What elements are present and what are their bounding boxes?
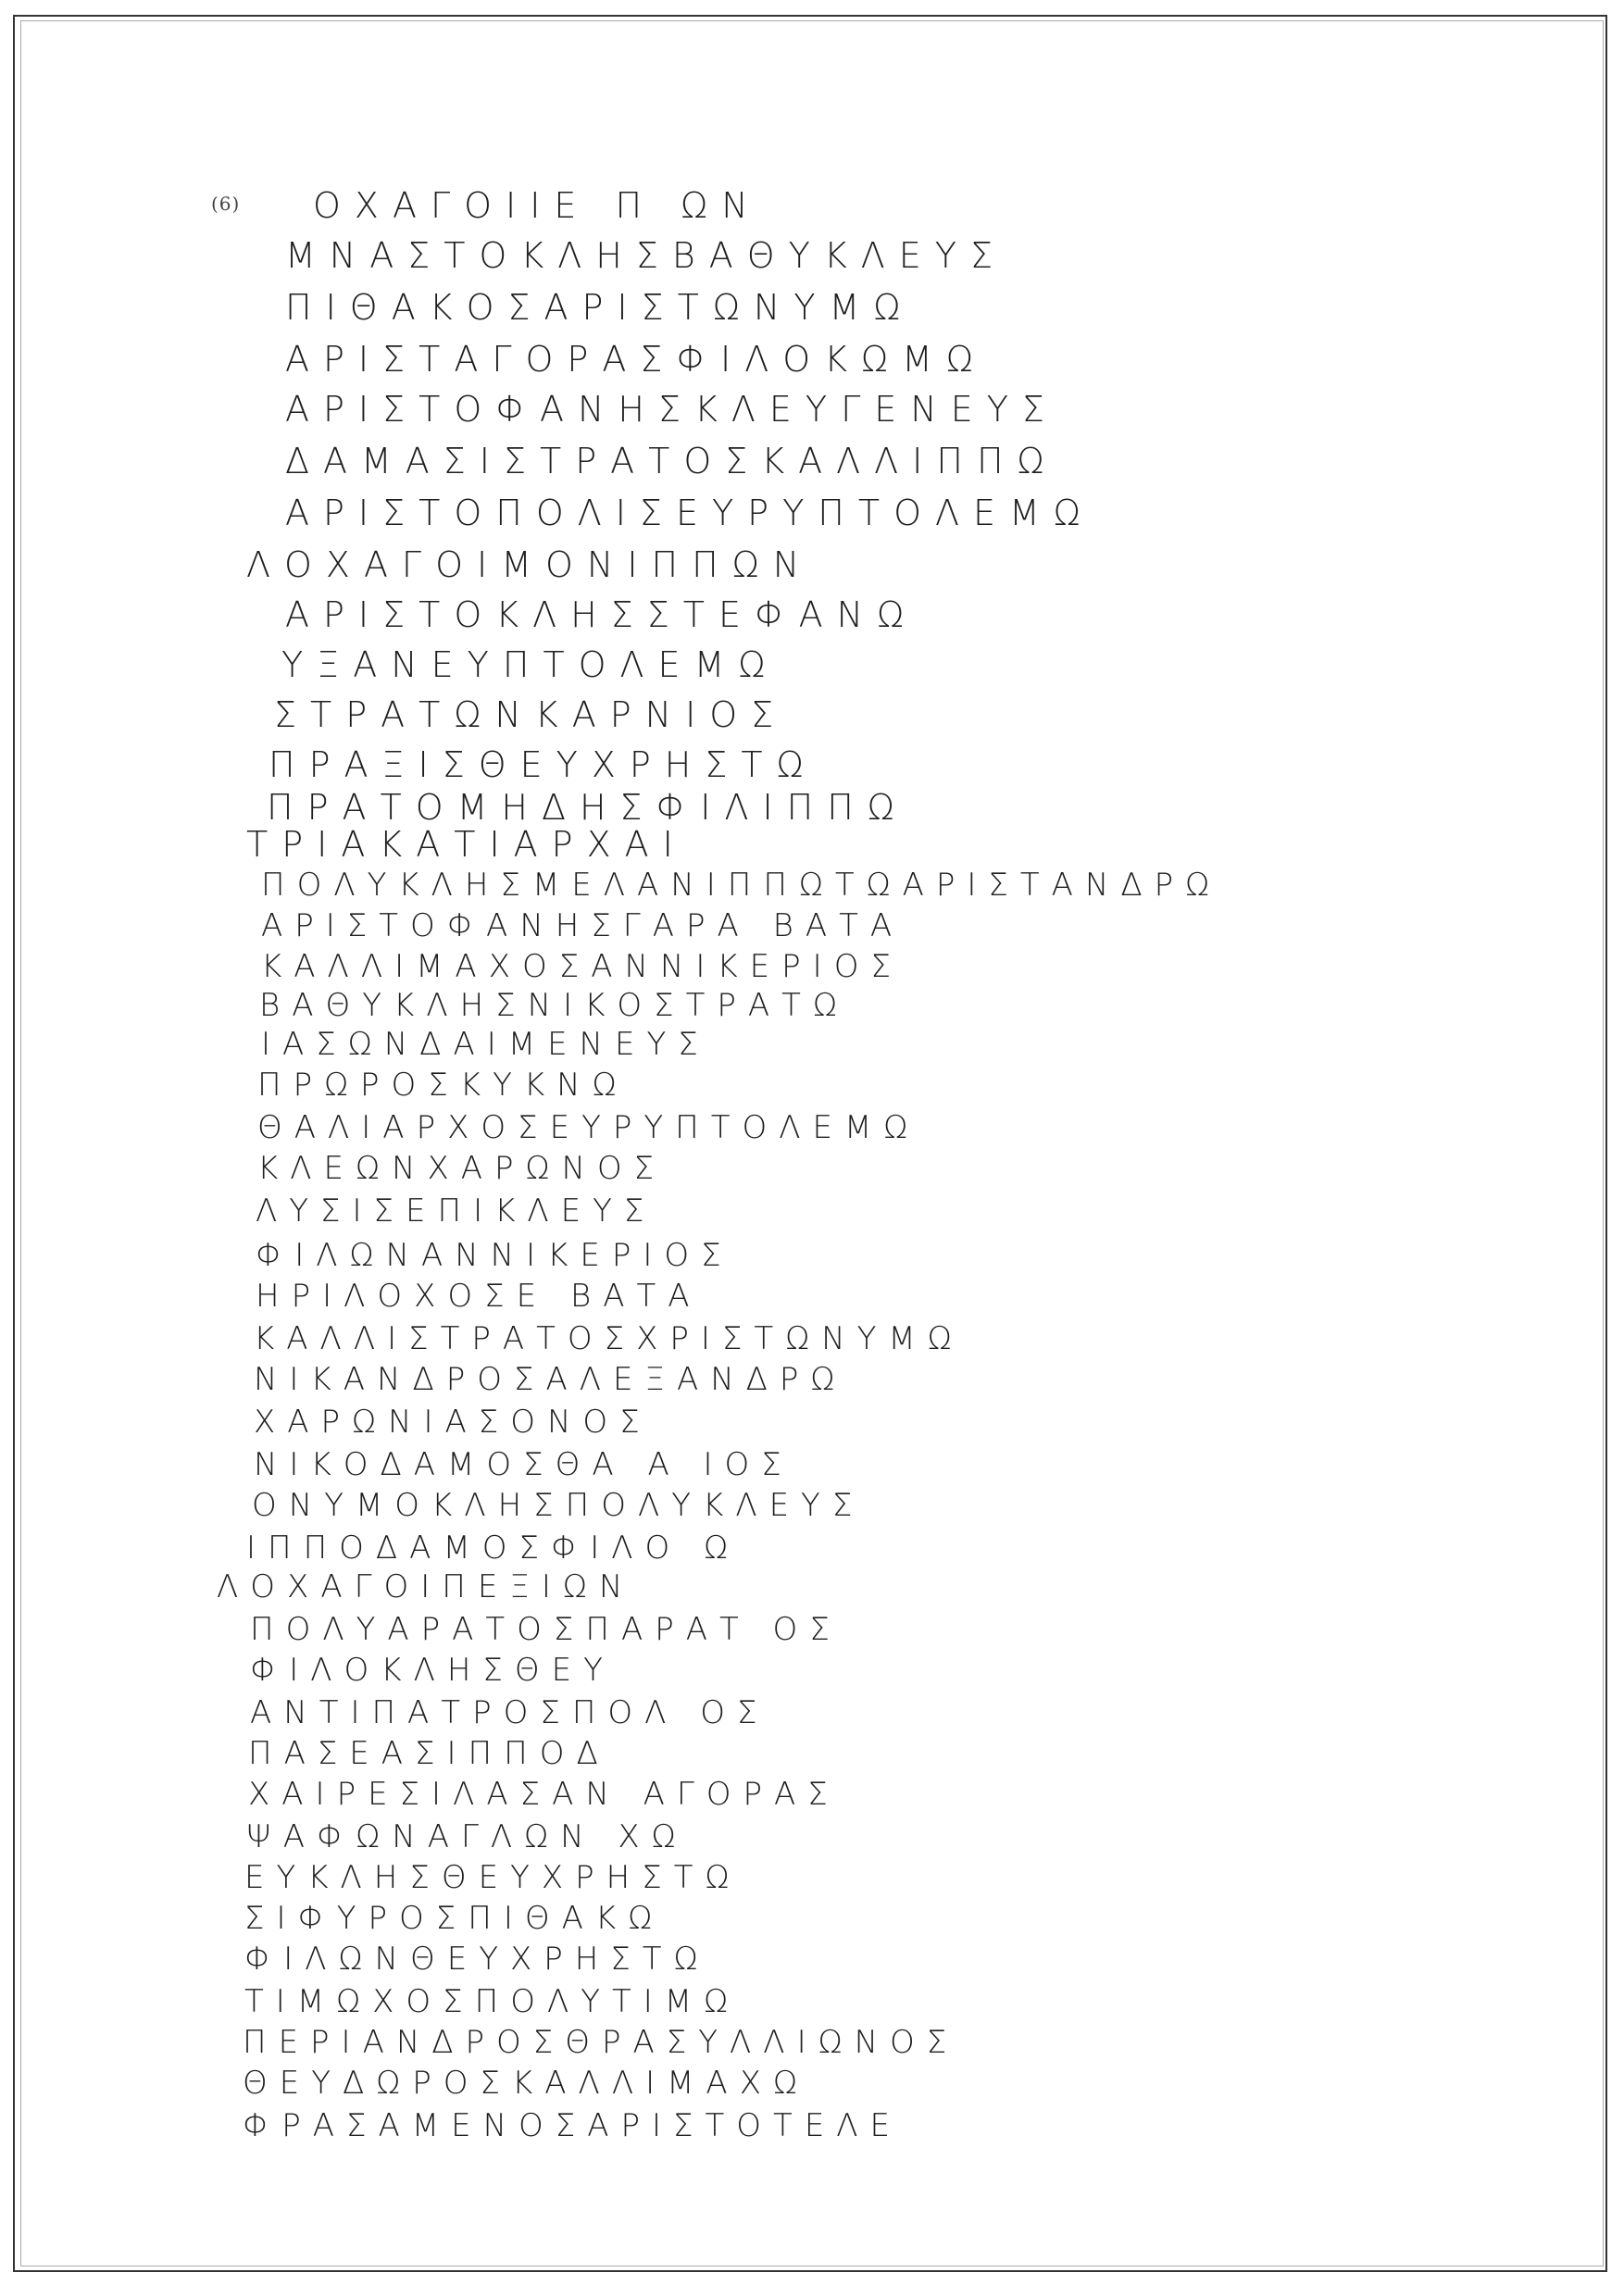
inscription-line-1: ΟΧΑΓΟΙΙΕ Π ΩΝ: [313, 185, 762, 226]
inscription-line-43: ΠΕΡΙΑΝΔΡΟΣΘΡΑΣΥΛΛΙΩΝΟΣ: [243, 2024, 959, 2061]
inscription-line-39: ΕΥΚΛΗΣΘΕΥΧΡΗΣΤΩ: [244, 1859, 742, 1896]
inscription-line-32: ΛΟΧΑΓΟΙΠΕΞΙΩΝ: [217, 1568, 635, 1605]
inscription-line-36: ΠΑΣΕΑΣΙΠΠΟΔ: [248, 1735, 610, 1772]
inscription-line-22: ΚΛΕΩΝΧΑΡΩΝΟΣ: [257, 1150, 667, 1187]
inscription-line-29: ΝΙΚΟΔΑΜΟΣΘΑ Α ΙΟΣ: [254, 1446, 793, 1483]
inscription-line-9: ΑΡΙΣΤΟΚΛΗΣΣΤΕΦΑΝΩ: [285, 594, 918, 635]
inscription-line-38: ΨΑΦΩΝΑΓΛΩΝ ΧΩ: [246, 1818, 688, 1855]
inscription-line-24: ΦΙΛΩΝΑΝΝΙΚΕΡΙΟΣ: [256, 1237, 733, 1274]
inscription-line-12: ΠΡΑΞΙΣΘΕΥΧΡΗΣΤΩ: [269, 744, 818, 785]
inscription-line-44: ΘΕΥΔΩΡΟΣΚΑΛΛΙΜΑΧΩ: [243, 2065, 809, 2102]
inscription-line-13: ΠΡΑΤΟΜΗΔΗΣΦΙΛΙΠΠΩ: [267, 787, 908, 828]
inscription-line-15: ΠΟΛΥΚΛΗΣΜΕΛΑΝΙΠΠΩΤΩΑΡΙΣΤΑΝΔΡΩ: [261, 867, 1222, 904]
inscription-line-19: ΙΑΣΩΝΔΑΙΜΕΝΕΥΣ: [261, 1026, 710, 1063]
inscription-line-33: ΠΟΛΥΑΡΑΤΟΣΠΑΡΑΤ ΟΣ: [250, 1611, 842, 1648]
inscription-line-17: ΚΑΛΛΙΜΑΧΟΣΑΝΝΙΚΕΡΙΟΣ: [261, 948, 903, 985]
inscription-line-26: ΚΑΛΛΙΣΤΡΑΤΟΣΧΡΙΣΤΩΝΥΜΩ: [254, 1320, 964, 1357]
inscription-line-27: ΝΙΚΑΝΔΡΟΣΑΛΕΞΑΝΔΡΩ: [254, 1361, 847, 1398]
inscription-line-3: ΠΙΘΑΚΟΣΑΡΙΣΤΩΝΥΜΩ: [285, 287, 915, 328]
inscription-line-31: ΙΠΠΟΔΑΜΟΣΦΙΛΟ Ω: [246, 1530, 741, 1567]
inscription-line-42: ΤΙΜΩΧΟΣΠΟΛΥΤΙΜΩ: [244, 1983, 741, 2020]
inscription-line-37: ΧΑΙΡΕΣΙΛΑΣΑΝ ΑΓΟΡΑΣ: [248, 1776, 840, 1813]
inscription-line-45: ΦΡΑΣΑΜΕΝΟΣΑΡΙΣΤΟΤΕΛΕ: [243, 2107, 903, 2144]
inscription-line-4: ΑΡΙΣΤΑΓΟΡΑΣΦΙΛΟΚΩΜΩ: [285, 339, 987, 380]
inscription-line-16: ΑΡΙΣΤΟΦΑΝΗΣΓΑΡΑ ΒΑΤΑ: [261, 907, 905, 944]
inscription-line-28: ΧΑΡΩΝΙΑΣΟΝΟΣ: [254, 1404, 652, 1441]
inscription-line-41: ΦΙΛΩΝΘΕΥΧΡΗΣΤΩ: [244, 1941, 710, 1978]
inscription-line-7: ΑΡΙΣΤΟΠΟΛΙΣΕΥΡΥΠΤΟΛΕΜΩ: [285, 493, 1094, 533]
inscription-line-35: ΑΝΤΙΠΑΤΡΟΣΠΟΛ ΟΣ: [250, 1694, 769, 1731]
inscription-line-30: ΟΝΥΜΟΚΛΗΣΠΟΛΥΚΛΕΥΣ: [252, 1487, 865, 1524]
inscription-line-25: ΗΡΙΛΟΧΟΣΕ ΒΑΤΑ: [256, 1278, 702, 1315]
inscription-line-23: ΛΥΣΙΣΕΠΙΚΛΕΥΣ: [256, 1192, 656, 1230]
inscription-line-18: ΒΑΘΥΚΛΗΣΝΙΚΟΣΤΡΑΤΩ: [259, 987, 849, 1024]
inscription-line-34: ΦΙΛΟΚΛΗΣΘΕΥ: [250, 1652, 615, 1689]
plate-number: (6): [211, 193, 241, 215]
inscription-line-40: ΣΙΦΥΡΟΣΠΙΘΑΚΩ: [244, 1900, 665, 1937]
inscription-line-10: ΥΞΑΝΕΥΠΤΟΛΕΜΩ: [281, 644, 780, 685]
inscription-line-5: ΑΡΙΣΤΟΦΑΝΗΣΚΛΕΥΓΕΝΕΥΣ: [285, 389, 1058, 430]
inscription-line-8: ΛΟΧΑΓΟΙΜΟΝΙΠΠΩΝ: [246, 544, 814, 585]
inscription-line-11: ΣΤΡΑΤΩΝΚΑΡΝΙΟΣ: [274, 694, 788, 735]
inscription-line-20: ΠΡΩΡΟΣΚΥΚΝΩ: [257, 1067, 629, 1104]
inscription-line-21: ΘΑΛΙΑΡΧΟΣΕΥΡΥΠΤΟΛΕΜΩ: [257, 1109, 920, 1146]
inscription-line-6: ΔΑΜΑΣΙΣΤΡΑΤΟΣΚΑΛΛΙΠΠΩ: [285, 441, 1058, 481]
inscription-line-14: ΤΡΙΑΚΑΤΙΑΡΧΑΙ: [246, 824, 687, 865]
inscription-line-2: ΜΝΑΣΤΟΚΛΗΣΒΑΘΥΚΛΕΥΣ: [285, 235, 1006, 276]
